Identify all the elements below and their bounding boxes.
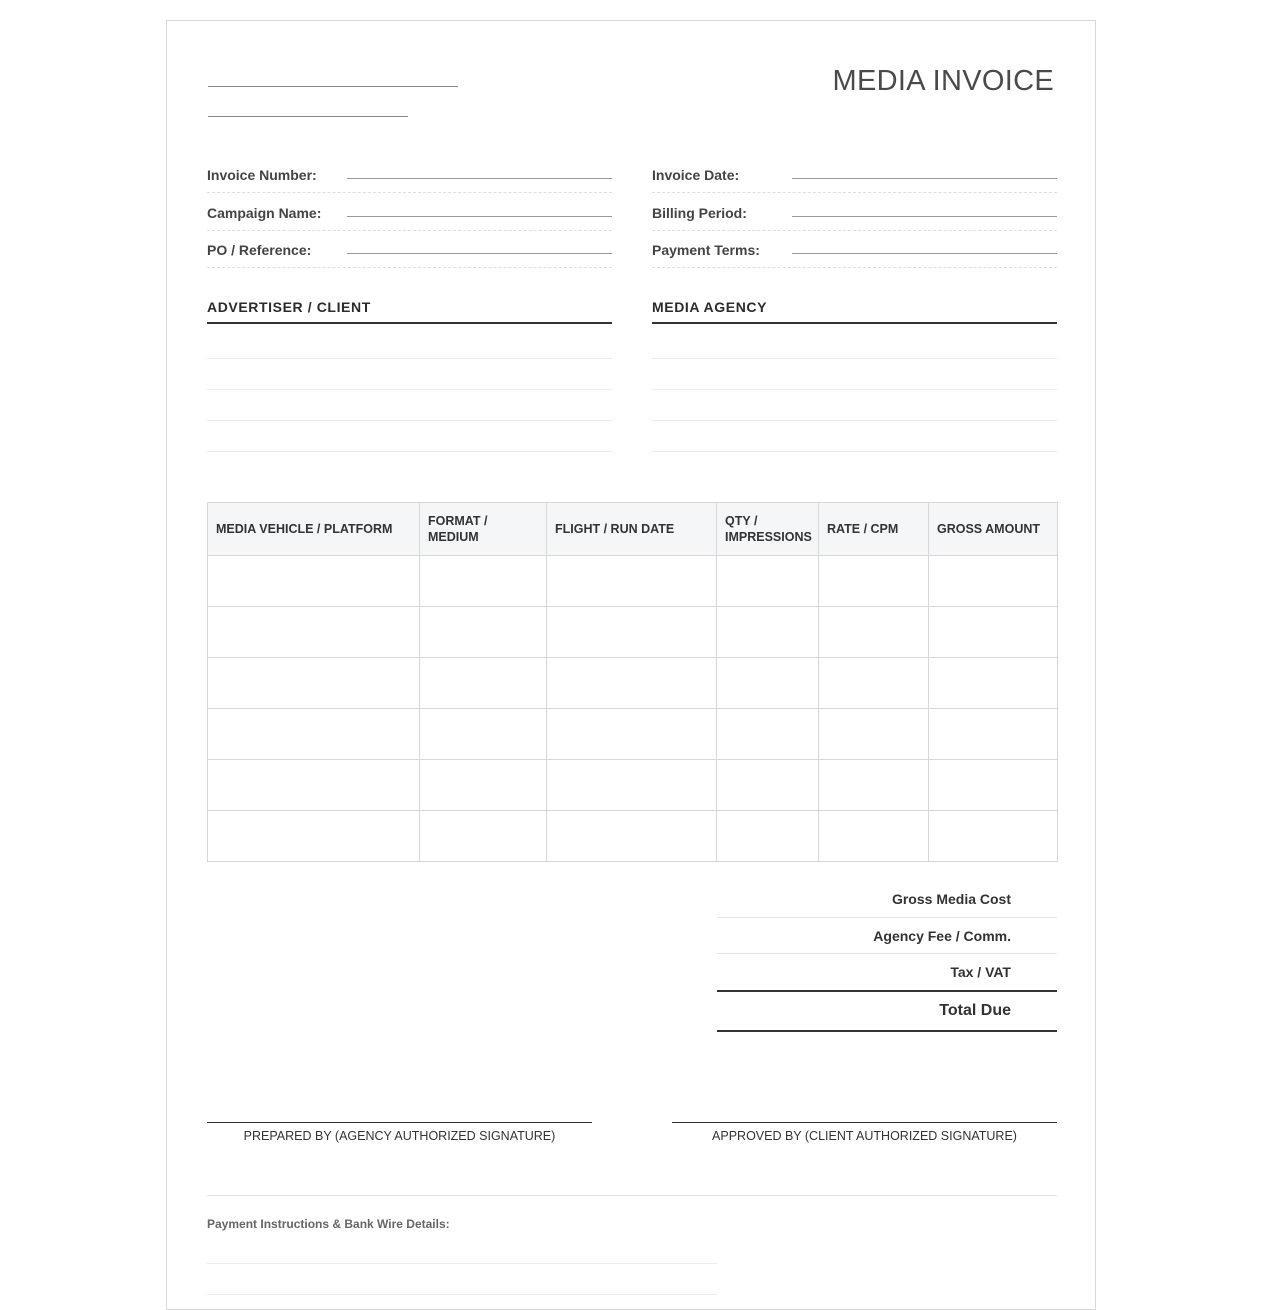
meta-field-campaign-name <box>207 193 612 231</box>
meta-field-payment-terms <box>652 230 1057 268</box>
client-address-line[interactable] <box>207 358 612 359</box>
meta-label: Payment Terms: <box>652 242 760 258</box>
client-section-heading <box>207 295 612 324</box>
table-row <box>208 658 1058 709</box>
table-cell[interactable] <box>819 811 929 862</box>
table-cell[interactable] <box>420 607 547 658</box>
meta-input-line[interactable] <box>347 178 612 179</box>
agency-address-line[interactable] <box>652 451 1057 452</box>
meta-input-line[interactable] <box>792 178 1057 179</box>
meta-input-line[interactable] <box>347 253 612 254</box>
table-cell[interactable] <box>819 760 929 811</box>
column-header: FORMAT / MEDIUM <box>420 503 547 556</box>
agency-fee-label: Agency Fee / Comm. <box>873 928 1011 944</box>
table-cell[interactable] <box>819 658 929 709</box>
prepared-by-signature-line[interactable] <box>207 1122 592 1123</box>
table-cell[interactable] <box>717 709 819 760</box>
table-cell[interactable] <box>547 607 717 658</box>
table-cell[interactable] <box>420 556 547 607</box>
table-cell[interactable] <box>547 760 717 811</box>
table-cell[interactable] <box>208 709 420 760</box>
table-cell[interactable] <box>717 658 819 709</box>
agency-address-line[interactable] <box>652 420 1057 421</box>
meta-input-line[interactable] <box>347 216 612 217</box>
meta-label: Billing Period: <box>652 205 747 221</box>
document-title: MEDIA INVOICE <box>832 65 1054 97</box>
meta-label: PO / Reference: <box>207 242 312 258</box>
agency-heading-text: MEDIA AGENCY <box>652 299 768 315</box>
table-cell[interactable] <box>208 760 420 811</box>
table-cell[interactable] <box>929 658 1058 709</box>
table-row <box>208 556 1058 607</box>
table-cell[interactable] <box>819 709 929 760</box>
meta-label: Campaign Name: <box>207 205 322 221</box>
column-header: QTY / IMPRESSIONS <box>717 503 819 556</box>
table-cell[interactable] <box>819 607 929 658</box>
client-address-line[interactable] <box>207 389 612 390</box>
meta-label: Invoice Number: <box>207 167 317 183</box>
payment-divider <box>207 1195 1057 1196</box>
meta-input-line[interactable] <box>792 253 1057 254</box>
column-header: GROSS AMOUNT <box>929 503 1058 556</box>
table-cell[interactable] <box>208 607 420 658</box>
payment-details-line[interactable] <box>207 1263 717 1264</box>
table-cell[interactable] <box>717 760 819 811</box>
agency-fee-row <box>717 918 1057 954</box>
payment-instructions-label: Payment Instructions & Bank Wire Details: <box>207 1217 450 1231</box>
agency-section-heading <box>652 295 1057 324</box>
prepared-by-caption: PREPARED BY (AGENCY AUTHORIZED SIGNATURE) <box>243 1129 556 1143</box>
table-cell[interactable] <box>420 760 547 811</box>
table-cell[interactable] <box>929 556 1058 607</box>
approved-by-signature-line[interactable] <box>672 1122 1057 1123</box>
table-cell[interactable] <box>420 658 547 709</box>
table-cell[interactable] <box>208 556 420 607</box>
table-header-row <box>208 503 1058 556</box>
table-cell[interactable] <box>717 556 819 607</box>
column-header: RATE / CPM <box>819 503 929 556</box>
table-cell[interactable] <box>547 556 717 607</box>
table-cell[interactable] <box>547 709 717 760</box>
table-row <box>208 760 1058 811</box>
table-cell[interactable] <box>547 811 717 862</box>
table-cell[interactable] <box>717 607 819 658</box>
agency-address-line[interactable] <box>652 389 1057 390</box>
meta-label: Invoice Date: <box>652 167 740 183</box>
table-cell[interactable] <box>208 658 420 709</box>
table-cell[interactable] <box>929 811 1058 862</box>
table-row <box>208 811 1058 862</box>
client-address-line[interactable] <box>207 420 612 421</box>
table-row <box>208 607 1058 658</box>
tax-label: Tax / VAT <box>950 964 1011 980</box>
gross-media-cost-label: Gross Media Cost <box>891 891 1011 907</box>
client-heading-text: ADVERTISER / CLIENT <box>207 299 371 315</box>
table-cell[interactable] <box>547 658 717 709</box>
table-row <box>208 709 1058 760</box>
meta-field-billing-period <box>652 193 1057 231</box>
meta-field-invoice-date <box>652 155 1057 193</box>
table-cell[interactable] <box>929 709 1058 760</box>
total-due-row <box>717 992 1057 1032</box>
table-cell[interactable] <box>929 760 1058 811</box>
approved-by-caption: APPROVED BY (CLIENT AUTHORIZED SIGNATURE) <box>712 1129 1017 1143</box>
client-address-line[interactable] <box>207 451 612 452</box>
company-address-line[interactable] <box>208 116 408 117</box>
payment-details-line[interactable] <box>207 1294 717 1295</box>
table-cell[interactable] <box>717 811 819 862</box>
line-items-table <box>207 502 1058 862</box>
invoice-page <box>166 20 1096 1310</box>
meta-field-po-reference <box>207 230 612 268</box>
table-cell[interactable] <box>929 607 1058 658</box>
table-cell[interactable] <box>420 811 547 862</box>
meta-input-line[interactable] <box>792 216 1057 217</box>
gross-media-cost-row <box>717 881 1057 918</box>
tax-row <box>717 954 1057 992</box>
column-header: FLIGHT / RUN DATE <box>547 503 717 556</box>
table-cell[interactable] <box>208 811 420 862</box>
agency-address-line[interactable] <box>652 358 1057 359</box>
column-header: MEDIA VEHICLE / PLATFORM <box>208 503 420 556</box>
meta-field-invoice-number <box>207 155 612 193</box>
table-cell[interactable] <box>819 556 929 607</box>
total-due-label: Total Due <box>939 1002 1011 1019</box>
table-cell[interactable] <box>420 709 547 760</box>
company-name-line[interactable] <box>208 86 458 87</box>
